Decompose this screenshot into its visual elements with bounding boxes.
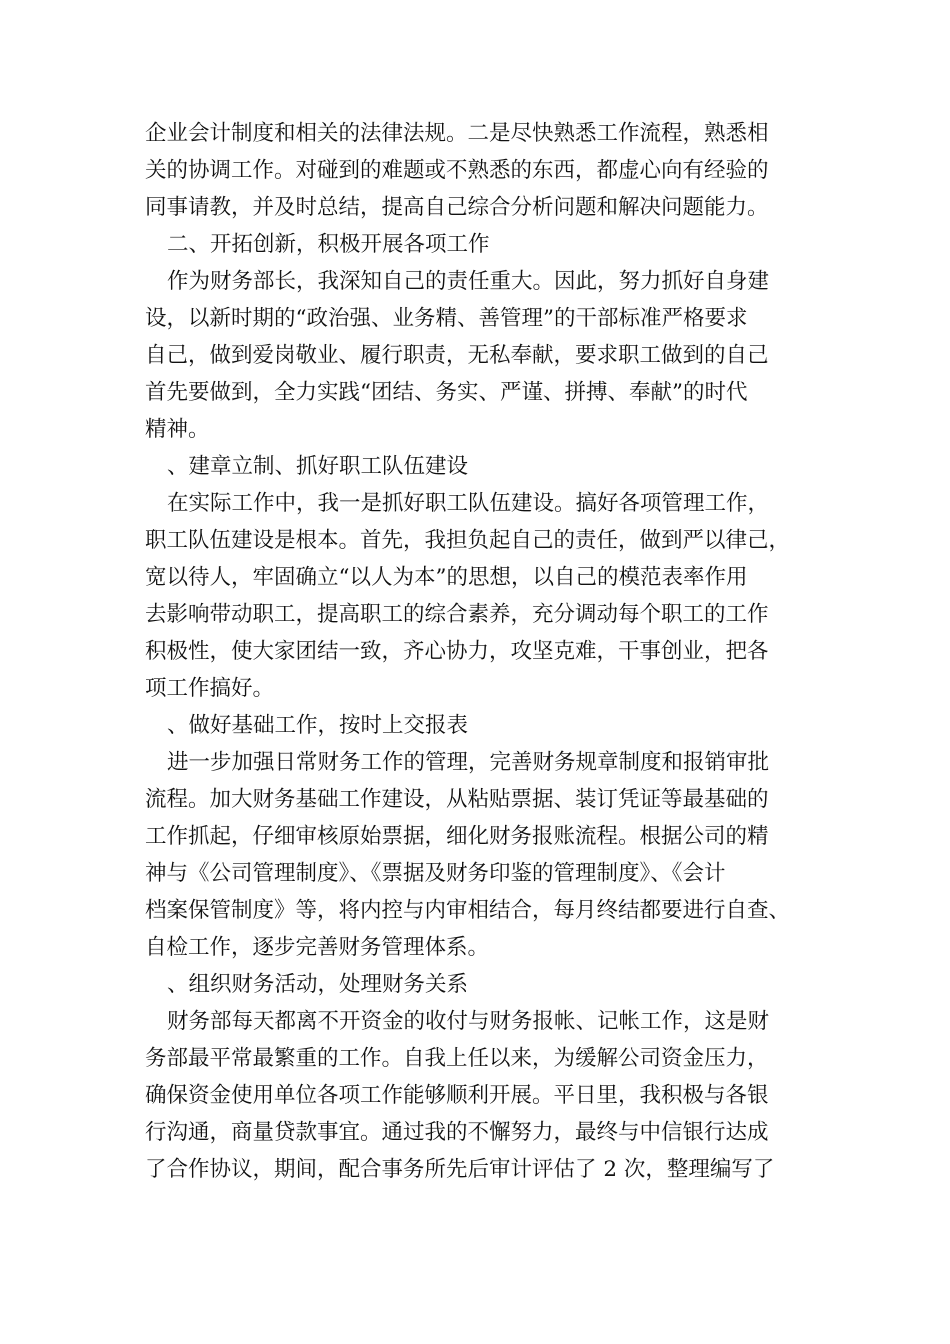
text-line: 工作抓起，仔细审核原始票据，细化财务报账流程。根据公司的精 xyxy=(145,824,769,849)
text-line: 自检工作，逐步完善财务管理体系。 xyxy=(145,935,490,960)
text-line: 神与《公司管理制度》、《票据及财务印鉴的管理制度》、《会计 xyxy=(145,861,726,886)
text-line: 去影响带动职工，提高职工的综合素养，充分调动每个职工的工作 xyxy=(145,602,769,627)
subsection-heading: 、建章立制、抓好职工队伍建设 xyxy=(167,454,469,479)
text-line: 自己，做到爱岗敬业、履行职责，无私奉献，要求职工做到的自己 xyxy=(145,343,769,368)
text-line: 行沟通，商量贷款事宜。通过我的不懈努力，最终与中信银行达成 xyxy=(145,1120,769,1145)
text-line: 档案保管制度》等，将内控与内审相结合，每月终结都要进行自查、 xyxy=(145,898,791,923)
text-line: 职工队伍建设是根本。首先，我担负起自己的责任，做到严以律己， xyxy=(145,528,791,553)
text-line: 关的协调工作。对碰到的难题或不熟悉的东西，都虚心向有经验的 xyxy=(145,158,769,183)
text-line: 积极性，使大家团结一致，齐心协力，攻坚克难，干事创业，把各 xyxy=(145,639,769,664)
text-line: 流程。加大财务基础工作建设，从粘贴票据、装订凭证等最基础的 xyxy=(145,787,769,812)
text-line: 同事请教，并及时总结，提高自己综合分析问题和解决问题能力。 xyxy=(145,195,769,220)
text-line: 在实际工作中，我一是抓好职工队伍建设。搞好各项管理工作， xyxy=(167,491,770,516)
text-line: 首先要做到，全力实践“团结、务实、严谨、拼搏、奉献”的时代 xyxy=(145,380,748,405)
text-line: 设，以新时期的“政治强、业务精、善管理”的干部标准严格要求 xyxy=(145,306,748,331)
text-line: 确保资金使用单位各项工作能够顺利开展。平日里，我积极与各银 xyxy=(145,1083,769,1108)
text-line: 精神。 xyxy=(145,417,210,442)
subsection-heading: 、做好基础工作，按时上交报表 xyxy=(167,713,469,738)
text-line: 作为财务部长，我深知自己的责任重大。因此，努力抓好自身建 xyxy=(167,269,770,294)
text-line: 企业会计制度和相关的法律法规。二是尽快熟悉工作流程，熟悉相 xyxy=(145,121,769,146)
text-line: 务部最平常最繁重的工作。自我上任以来，为缓解公司资金压力， xyxy=(145,1046,769,1071)
text-line: 财务部每天都离不开资金的收付与财务报帐、记帐工作，这是财 xyxy=(167,1009,770,1034)
text-line: 了合作协议，期间，配合事务所先后审计评估了 2 次，整理编写了 xyxy=(145,1157,775,1182)
text-line: 进一步加强日常财务工作的管理，完善财务规章制度和报销审批 xyxy=(167,750,770,775)
text-line: 宽以待人，牢固确立“以人为本”的思想，以自己的模范表率作用 xyxy=(145,565,748,590)
section-heading: 二、开拓创新，积极开展各项工作 xyxy=(167,232,490,257)
document-body xyxy=(145,115,825,1188)
subsection-heading: 、组织财务活动，处理财务关系 xyxy=(167,972,469,997)
text-line: 项工作搞好。 xyxy=(145,676,275,701)
